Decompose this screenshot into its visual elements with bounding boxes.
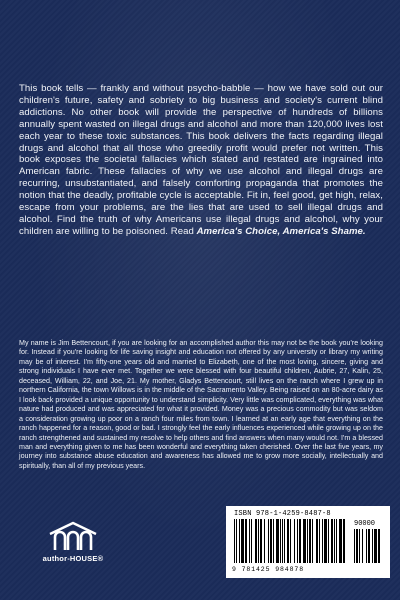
- book-title-emphasis: America's Choice, America's Shame.: [196, 225, 366, 237]
- price-code: 90000: [354, 520, 376, 528]
- addon-barcode-bars: [354, 529, 384, 567]
- authorhouse-logo-icon: [46, 520, 100, 552]
- publisher-logo: [38, 520, 108, 580]
- publisher-name: author-HOUSE®: [42, 554, 104, 563]
- blurb-text: This book tells — frankly and without psycho-babble — how we have sold out our children's future, safety and sobriety to big business and society's current blind addictions. No other book will provide the perspective of hundreds of billions annually spent wasted on illegal drugs and alcohol and more than 120,000 lives lost each year to these toxic substances. This book delivers the facts regarding illegal drugs and alcohol that all those who greedily profit would prefer not written. This book exposes the societal fallacies which stated and restated are ingrained into American fabric. These fallacies of why we use alcohol and illegal drugs are recurring, unsubstantiated, and falsely comforting propaganda that promotes the notion that the deadly, profitable cycle is acceptable. Fit in, feel good, get high, relax, escape from your problems, are the lies that are used to sell illegal drugs and alcohol. Find the truth of why Americans use illegal drugs and alcohol, why your children are willing to be poisoned. Read: [19, 83, 383, 237]
- ean-digits: 9 781425 984878: [232, 566, 305, 573]
- isbn-barcode: [226, 506, 390, 578]
- isbn-number: ISBN 978-1-4259-8487-8: [234, 510, 331, 518]
- ean-barcode-bars: [234, 519, 346, 567]
- back-cover-blurb: [19, 83, 383, 238]
- author-biography: My name is Jim Bettencourt, if you are looking for an accomplished author this may not be the book you're looking for. Instead if you're looking for life saving insight and education not offered by any university or library my writing may be of interest. I'm fifty-one years old and married to Elizabeth, one of the most loving, sincere, giving and strong individuals I have ever met. Together we were blessed with four beautiful children, Aubrie, 27, Kalin, 25, deceased, William, 22, and Joe, 21. My mother, Gladys Bettencourt, still lives on the ranch where I grew up in northern California, the town Willows is in the middle of the Sacramento Valley. Being raised on an 80-acre dairy as I look back provided a unique opportunity to understand simplicity. Very little was complicated, everything was what nature had produced and was appreciated for what it provided. Money was a precious commodity but was seldom a consideration growing up poor on a ranch four miles from town. I learned at an early age that everything on the ranch happened for a reason, good or bad. I strongly feel the early influences experienced while growing up on the ranch strengthened and sustained my resolve to help others and find answers when many would not. I'm a blessed man and everything given to me has been wonderful and everything taken cherished. Over the last five years, my journey into substance abuse education and awareness has allowed me to grow more socially, intellectually and spiritually, than all of my previous years.: [19, 339, 383, 470]
